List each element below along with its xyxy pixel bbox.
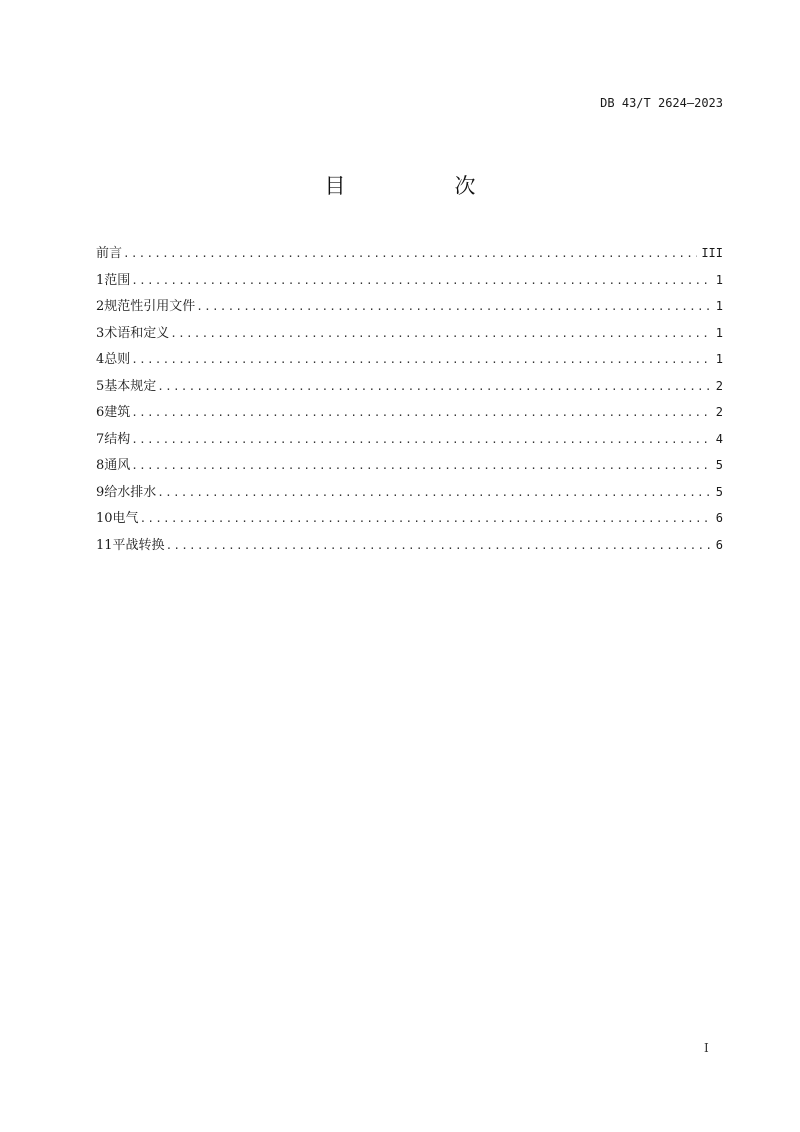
toc-entry-ventilation[interactable]: [96, 452, 723, 479]
toc-section-number: 8: [96, 458, 105, 473]
toc-page-number: 5: [715, 458, 723, 472]
toc-page-number: 6: [715, 511, 723, 525]
toc-label: 给水排水: [104, 484, 157, 500]
toc-leader-dots: [131, 400, 711, 427]
toc-label: 通风: [104, 458, 131, 473]
toc-label: 平战转换: [112, 537, 165, 553]
toc-section-number: 11: [96, 537, 113, 553]
table-of-contents: [96, 240, 723, 558]
toc-entry-electrical[interactable]: [96, 505, 723, 532]
toc-entry-structure[interactable]: [96, 426, 723, 453]
toc-section-number: 4: [96, 352, 105, 367]
toc-entry-basic-provisions[interactable]: [96, 373, 723, 400]
toc-page-number: 1: [715, 272, 723, 287]
toc-section-number: 6: [96, 405, 105, 420]
toc-leader-dots: [157, 480, 711, 507]
toc-page-number: 1: [715, 299, 723, 313]
footer-page-number: I: [704, 1041, 709, 1055]
standard-code: DB 43/T 2624—2023: [600, 96, 723, 110]
toc-label: 建筑: [104, 405, 131, 420]
page-title: 目 次: [324, 174, 520, 198]
toc-entry-foreword[interactable]: [96, 240, 723, 267]
toc-label: 基本规定: [104, 378, 157, 394]
toc-label: 结构: [104, 431, 131, 447]
toc-label: 电气: [112, 511, 139, 526]
toc-section-number: 5: [96, 378, 105, 394]
toc-section-number: 1: [96, 272, 105, 288]
toc-entry-peacetime-wartime-conversion[interactable]: [96, 532, 723, 559]
toc-leader-dots: [131, 268, 711, 295]
toc-leader-dots: [140, 506, 712, 533]
toc-section-number: 3: [96, 325, 105, 341]
toc-leader-dots: [131, 347, 711, 374]
toc-entry-water-supply-drainage[interactable]: [96, 479, 723, 506]
toc-leader-dots: [196, 294, 711, 321]
toc-leader-dots: [166, 533, 712, 560]
toc-label: 前言: [96, 246, 123, 261]
toc-leader-dots: [123, 241, 697, 268]
toc-section-number: 10: [96, 511, 113, 526]
toc-page-number: 4: [715, 431, 723, 446]
toc-entry-general[interactable]: [96, 346, 723, 373]
toc-leader-dots: [157, 374, 711, 401]
toc-label: 规范性引用文件: [104, 299, 196, 314]
toc-leader-dots: [131, 453, 711, 480]
toc-label: 总则: [104, 352, 131, 367]
toc-leader-dots: [131, 427, 711, 454]
toc-section-number: 2: [96, 299, 105, 314]
toc-page-number: 6: [715, 537, 723, 552]
toc-entry-normative-references[interactable]: [96, 293, 723, 320]
toc-page-number: 2: [715, 405, 723, 419]
toc-page-number: 2: [715, 378, 723, 393]
toc-entry-scope[interactable]: [96, 267, 723, 294]
toc-entry-architecture[interactable]: [96, 399, 723, 426]
toc-leader-dots: [170, 321, 711, 348]
toc-page-number: III: [701, 246, 723, 260]
toc-page-number: 1: [715, 352, 723, 366]
toc-section-number: 9: [96, 484, 105, 500]
toc-page-number: 5: [715, 484, 723, 499]
toc-label: 术语和定义: [104, 325, 170, 341]
toc-entry-terms-definitions[interactable]: [96, 320, 723, 347]
toc-page-number: 1: [715, 325, 723, 340]
toc-label: 范围: [104, 272, 131, 288]
toc-section-number: 7: [96, 431, 105, 447]
